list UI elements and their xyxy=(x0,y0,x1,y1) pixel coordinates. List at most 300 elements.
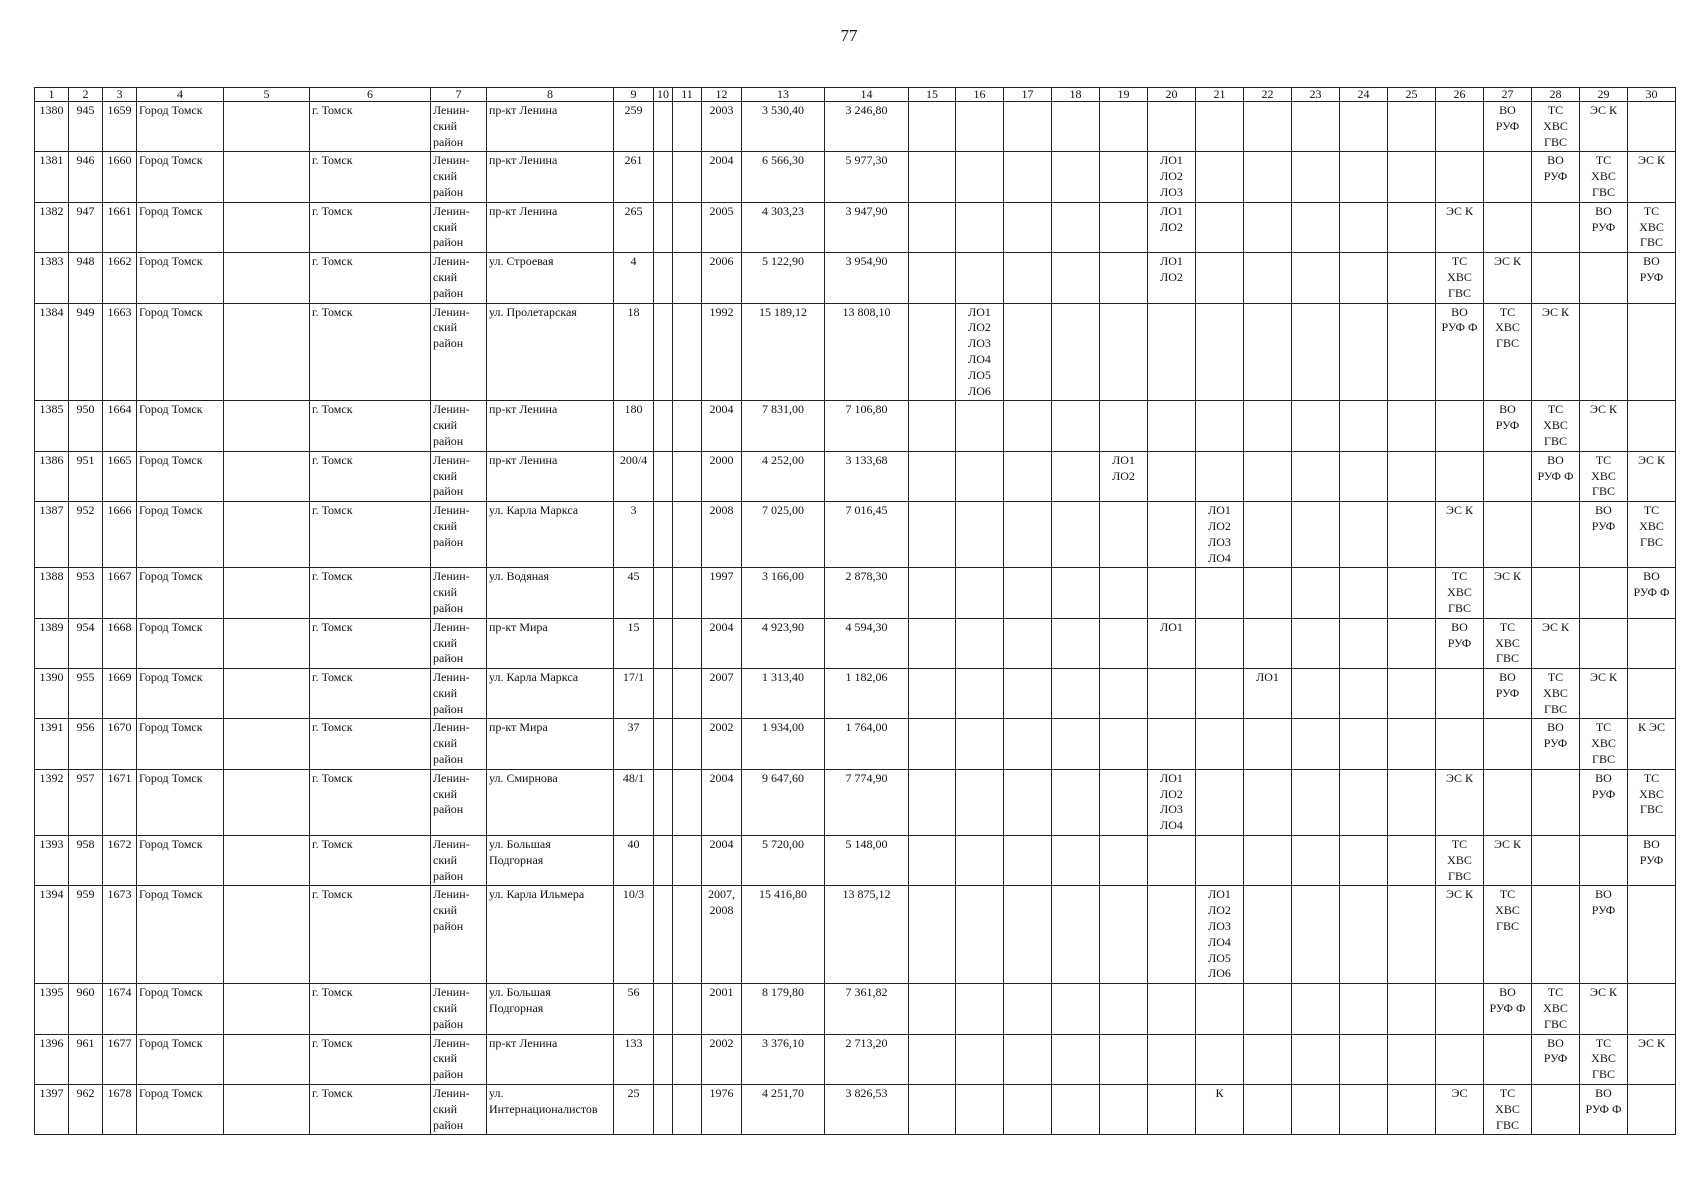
table-row xyxy=(35,836,1676,886)
table-row xyxy=(35,401,1676,451)
table-row xyxy=(35,102,1676,152)
cell-col-30 xyxy=(1628,1085,1676,1135)
cell-col-24 xyxy=(1340,303,1388,401)
cell-col-16 xyxy=(956,618,1004,668)
cell-col-4: Город Томск xyxy=(137,502,224,568)
cell-col-24 xyxy=(1340,669,1388,719)
cell-col-10 xyxy=(654,451,673,501)
cell-col-13: 4 303,23 xyxy=(742,202,825,252)
cell-col-27: ТС ХВС ГВС xyxy=(1484,1085,1532,1135)
cell-col-18 xyxy=(1052,669,1100,719)
cell-col-11 xyxy=(673,401,702,451)
cell-col-30 xyxy=(1628,886,1676,984)
cell-col-3: 1669 xyxy=(103,669,137,719)
cell-col-3: 1663 xyxy=(103,303,137,401)
cell-col-16 xyxy=(956,836,1004,886)
column-number-8: 8 xyxy=(487,88,614,102)
cell-col-24 xyxy=(1340,719,1388,769)
cell-col-24 xyxy=(1340,451,1388,501)
cell-col-23 xyxy=(1292,1085,1340,1135)
cell-col-1: 1386 xyxy=(35,451,69,501)
cell-col-7: Ленин- ский район xyxy=(431,1034,487,1084)
cell-col-14: 2 713,20 xyxy=(825,1034,909,1084)
cell-col-15 xyxy=(909,253,956,303)
cell-col-21: К xyxy=(1196,1085,1244,1135)
cell-col-27: ТС ХВС ГВС xyxy=(1484,618,1532,668)
cell-col-15 xyxy=(909,303,956,401)
cell-col-27: ВО РУФ xyxy=(1484,102,1532,152)
cell-col-15 xyxy=(909,451,956,501)
column-number-13: 13 xyxy=(742,88,825,102)
cell-col-5 xyxy=(224,1085,310,1135)
cell-col-26: ЭС xyxy=(1436,1085,1484,1135)
cell-col-15 xyxy=(909,401,956,451)
cell-col-24 xyxy=(1340,152,1388,202)
cell-col-8: ул. Карла Ильмера xyxy=(487,886,614,984)
cell-col-23 xyxy=(1292,401,1340,451)
cell-col-14: 13 875,12 xyxy=(825,886,909,984)
cell-col-20 xyxy=(1148,303,1196,401)
cell-col-30: ЭС К xyxy=(1628,1034,1676,1084)
cell-col-19 xyxy=(1100,618,1148,668)
cell-col-22 xyxy=(1244,886,1292,984)
cell-col-20: ЛО1 ЛО2 ЛО3 xyxy=(1148,152,1196,202)
cell-col-16 xyxy=(956,769,1004,835)
cell-col-19: ЛО1 ЛО2 xyxy=(1100,451,1148,501)
cell-col-18 xyxy=(1052,502,1100,568)
cell-col-25 xyxy=(1388,451,1436,501)
cell-col-3: 1667 xyxy=(103,568,137,618)
cell-col-22 xyxy=(1244,451,1292,501)
cell-col-23 xyxy=(1292,1034,1340,1084)
cell-col-5 xyxy=(224,769,310,835)
cell-col-10 xyxy=(654,618,673,668)
cell-col-27: ВО РУФ xyxy=(1484,669,1532,719)
cell-col-13: 3 166,00 xyxy=(742,568,825,618)
cell-col-5 xyxy=(224,618,310,668)
cell-col-4: Город Томск xyxy=(137,984,224,1034)
cell-col-3: 1672 xyxy=(103,836,137,886)
cell-col-6: г. Томск xyxy=(310,669,431,719)
cell-col-26: ЭС К xyxy=(1436,502,1484,568)
cell-col-29: ЭС К xyxy=(1580,102,1628,152)
cell-col-12: 1997 xyxy=(702,568,742,618)
cell-col-26: ЭС К xyxy=(1436,769,1484,835)
cell-col-28: ЭС К xyxy=(1532,303,1580,401)
cell-col-10 xyxy=(654,886,673,984)
cell-col-23 xyxy=(1292,669,1340,719)
cell-col-30: ЭС К xyxy=(1628,152,1676,202)
cell-col-18 xyxy=(1052,984,1100,1034)
cell-col-18 xyxy=(1052,253,1100,303)
cell-col-10 xyxy=(654,719,673,769)
column-number-12: 12 xyxy=(702,88,742,102)
cell-col-25 xyxy=(1388,401,1436,451)
cell-col-15 xyxy=(909,669,956,719)
cell-col-6: г. Томск xyxy=(310,769,431,835)
cell-col-13: 4 251,70 xyxy=(742,1085,825,1135)
cell-col-27 xyxy=(1484,502,1532,568)
cell-col-3: 1671 xyxy=(103,769,137,835)
cell-col-5 xyxy=(224,401,310,451)
cell-col-15 xyxy=(909,102,956,152)
column-number-10: 10 xyxy=(654,88,673,102)
cell-col-15 xyxy=(909,1085,956,1135)
cell-col-17 xyxy=(1004,152,1052,202)
cell-col-16 xyxy=(956,1034,1004,1084)
cell-col-22 xyxy=(1244,152,1292,202)
cell-col-12: 2001 xyxy=(702,984,742,1034)
column-number-28: 28 xyxy=(1532,88,1580,102)
cell-col-29: ТС ХВС ГВС xyxy=(1580,451,1628,501)
column-number-17: 17 xyxy=(1004,88,1052,102)
cell-col-30 xyxy=(1628,102,1676,152)
column-number-30: 30 xyxy=(1628,88,1676,102)
cell-col-4: Город Томск xyxy=(137,1034,224,1084)
cell-col-17 xyxy=(1004,618,1052,668)
cell-col-9: 200/4 xyxy=(614,451,654,501)
cell-col-11 xyxy=(673,202,702,252)
table-row xyxy=(35,202,1676,252)
cell-col-17 xyxy=(1004,1034,1052,1084)
cell-col-16 xyxy=(956,401,1004,451)
cell-col-24 xyxy=(1340,618,1388,668)
table-row xyxy=(35,984,1676,1034)
cell-col-27: ВО РУФ xyxy=(1484,401,1532,451)
cell-col-23 xyxy=(1292,502,1340,568)
cell-col-10 xyxy=(654,253,673,303)
cell-col-20 xyxy=(1148,1085,1196,1135)
cell-col-7: Ленин- ский район xyxy=(431,719,487,769)
cell-col-10 xyxy=(654,502,673,568)
cell-col-2: 952 xyxy=(69,502,103,568)
cell-col-1: 1396 xyxy=(35,1034,69,1084)
cell-col-10 xyxy=(654,984,673,1034)
column-number-6: 6 xyxy=(310,88,431,102)
table-row xyxy=(35,568,1676,618)
cell-col-8: ул. Водяная xyxy=(487,568,614,618)
table-row xyxy=(35,719,1676,769)
cell-col-18 xyxy=(1052,102,1100,152)
cell-col-10 xyxy=(654,769,673,835)
cell-col-29 xyxy=(1580,253,1628,303)
cell-col-25 xyxy=(1388,769,1436,835)
cell-col-4: Город Томск xyxy=(137,886,224,984)
cell-col-23 xyxy=(1292,303,1340,401)
cell-col-17 xyxy=(1004,1085,1052,1135)
cell-col-10 xyxy=(654,1034,673,1084)
column-number-5: 5 xyxy=(224,88,310,102)
cell-col-10 xyxy=(654,152,673,202)
cell-col-29 xyxy=(1580,836,1628,886)
cell-col-28: ВО РУФ xyxy=(1532,719,1580,769)
cell-col-25 xyxy=(1388,984,1436,1034)
cell-col-13: 15 416,80 xyxy=(742,886,825,984)
cell-col-25 xyxy=(1388,202,1436,252)
cell-col-3: 1660 xyxy=(103,152,137,202)
cell-col-20: ЛО1 xyxy=(1148,618,1196,668)
cell-col-17 xyxy=(1004,303,1052,401)
cell-col-6: г. Томск xyxy=(310,253,431,303)
cell-col-21 xyxy=(1196,1034,1244,1084)
cell-col-29: ВО РУФ xyxy=(1580,502,1628,568)
cell-col-16 xyxy=(956,568,1004,618)
cell-col-22 xyxy=(1244,102,1292,152)
cell-col-4: Город Томск xyxy=(137,1085,224,1135)
cell-col-19 xyxy=(1100,669,1148,719)
cell-col-19 xyxy=(1100,886,1148,984)
cell-col-12: 2006 xyxy=(702,253,742,303)
cell-col-24 xyxy=(1340,886,1388,984)
cell-col-15 xyxy=(909,886,956,984)
cell-col-25 xyxy=(1388,886,1436,984)
cell-col-5 xyxy=(224,719,310,769)
cell-col-12: 2002 xyxy=(702,719,742,769)
cell-col-6: г. Томск xyxy=(310,102,431,152)
cell-col-24 xyxy=(1340,102,1388,152)
column-number-9: 9 xyxy=(614,88,654,102)
cell-col-29: ВО РУФ Ф xyxy=(1580,1085,1628,1135)
column-number-1: 1 xyxy=(35,88,69,102)
cell-col-18 xyxy=(1052,886,1100,984)
cell-col-6: г. Томск xyxy=(310,836,431,886)
cell-col-11 xyxy=(673,253,702,303)
cell-col-27: ТС ХВС ГВС xyxy=(1484,303,1532,401)
cell-col-2: 946 xyxy=(69,152,103,202)
cell-col-7: Ленин- ский район xyxy=(431,152,487,202)
cell-col-10 xyxy=(654,568,673,618)
table-row xyxy=(35,1034,1676,1084)
cell-col-19 xyxy=(1100,502,1148,568)
cell-col-21 xyxy=(1196,253,1244,303)
cell-col-4: Город Томск xyxy=(137,769,224,835)
cell-col-20 xyxy=(1148,836,1196,886)
cell-col-30: ЭС К xyxy=(1628,451,1676,501)
cell-col-26: ТС ХВС ГВС xyxy=(1436,836,1484,886)
cell-col-8: пр-кт Ленина xyxy=(487,1034,614,1084)
cell-col-27 xyxy=(1484,719,1532,769)
cell-col-4: Город Томск xyxy=(137,568,224,618)
cell-col-5 xyxy=(224,451,310,501)
cell-col-21 xyxy=(1196,836,1244,886)
cell-col-16 xyxy=(956,669,1004,719)
cell-col-23 xyxy=(1292,253,1340,303)
cell-col-5 xyxy=(224,886,310,984)
cell-col-20 xyxy=(1148,669,1196,719)
cell-col-22 xyxy=(1244,568,1292,618)
cell-col-18 xyxy=(1052,1034,1100,1084)
cell-col-7: Ленин- ский район xyxy=(431,886,487,984)
cell-col-19 xyxy=(1100,202,1148,252)
cell-col-2: 959 xyxy=(69,886,103,984)
cell-col-27 xyxy=(1484,202,1532,252)
cell-col-26: ВО РУФ xyxy=(1436,618,1484,668)
column-number-row xyxy=(35,88,1676,102)
cell-col-14: 7 774,90 xyxy=(825,769,909,835)
cell-col-25 xyxy=(1388,152,1436,202)
cell-col-14: 5 977,30 xyxy=(825,152,909,202)
cell-col-21 xyxy=(1196,618,1244,668)
cell-col-30: К ЭС xyxy=(1628,719,1676,769)
cell-col-26 xyxy=(1436,669,1484,719)
cell-col-14: 7 106,80 xyxy=(825,401,909,451)
cell-col-16 xyxy=(956,253,1004,303)
cell-col-4: Город Томск xyxy=(137,719,224,769)
column-number-16: 16 xyxy=(956,88,1004,102)
column-number-11: 11 xyxy=(673,88,702,102)
cell-col-22 xyxy=(1244,253,1292,303)
column-number-14: 14 xyxy=(825,88,909,102)
cell-col-12: 2004 xyxy=(702,769,742,835)
cell-col-12: 1992 xyxy=(702,303,742,401)
page-number: 77 xyxy=(840,26,858,45)
cell-col-22 xyxy=(1244,1085,1292,1135)
cell-col-13: 9 647,60 xyxy=(742,769,825,835)
cell-col-20 xyxy=(1148,451,1196,501)
cell-col-9: 259 xyxy=(614,102,654,152)
column-number-19: 19 xyxy=(1100,88,1148,102)
cell-col-16 xyxy=(956,1085,1004,1135)
cell-col-2: 948 xyxy=(69,253,103,303)
cell-col-6: г. Томск xyxy=(310,719,431,769)
cell-col-29: ЭС К xyxy=(1580,401,1628,451)
cell-col-3: 1668 xyxy=(103,618,137,668)
cell-col-28: ТС ХВС ГВС xyxy=(1532,102,1580,152)
cell-col-6: г. Томск xyxy=(310,1085,431,1135)
cell-col-28: ВО РУФ xyxy=(1532,152,1580,202)
cell-col-17 xyxy=(1004,886,1052,984)
cell-col-13: 3 376,10 xyxy=(742,1034,825,1084)
cell-col-14: 7 361,82 xyxy=(825,984,909,1034)
cell-col-9: 133 xyxy=(614,1034,654,1084)
cell-col-30: ТС ХВС ГВС xyxy=(1628,769,1676,835)
cell-col-19 xyxy=(1100,1085,1148,1135)
cell-col-18 xyxy=(1052,303,1100,401)
cell-col-25 xyxy=(1388,102,1436,152)
cell-col-19 xyxy=(1100,984,1148,1034)
column-number-15: 15 xyxy=(909,88,956,102)
cell-col-23 xyxy=(1292,152,1340,202)
cell-col-8: ул. Строевая xyxy=(487,253,614,303)
cell-col-20 xyxy=(1148,568,1196,618)
cell-col-1: 1391 xyxy=(35,719,69,769)
cell-col-1: 1387 xyxy=(35,502,69,568)
cell-col-7: Ленин- ский район xyxy=(431,102,487,152)
cell-col-24 xyxy=(1340,984,1388,1034)
cell-col-3: 1674 xyxy=(103,984,137,1034)
cell-col-22 xyxy=(1244,1034,1292,1084)
cell-col-11 xyxy=(673,152,702,202)
cell-col-10 xyxy=(654,836,673,886)
cell-col-3: 1661 xyxy=(103,202,137,252)
cell-col-23 xyxy=(1292,886,1340,984)
cell-col-16 xyxy=(956,102,1004,152)
cell-col-30 xyxy=(1628,669,1676,719)
cell-col-15 xyxy=(909,719,956,769)
cell-col-19 xyxy=(1100,303,1148,401)
cell-col-11 xyxy=(673,568,702,618)
cell-col-11 xyxy=(673,1034,702,1084)
table-row xyxy=(35,502,1676,568)
cell-col-15 xyxy=(909,836,956,886)
cell-col-5 xyxy=(224,502,310,568)
cell-col-22 xyxy=(1244,836,1292,886)
cell-col-1: 1397 xyxy=(35,1085,69,1135)
cell-col-14: 13 808,10 xyxy=(825,303,909,401)
cell-col-26 xyxy=(1436,401,1484,451)
cell-col-2: 954 xyxy=(69,618,103,668)
cell-col-8: пр-кт Мира xyxy=(487,719,614,769)
cell-col-11 xyxy=(673,502,702,568)
cell-col-12: 2008 xyxy=(702,502,742,568)
table-row xyxy=(35,303,1676,401)
column-number-4: 4 xyxy=(137,88,224,102)
column-number-7: 7 xyxy=(431,88,487,102)
cell-col-6: г. Томск xyxy=(310,152,431,202)
cell-col-28 xyxy=(1532,886,1580,984)
cell-col-12: 2007 xyxy=(702,669,742,719)
table-row xyxy=(35,451,1676,501)
cell-col-13: 6 566,30 xyxy=(742,152,825,202)
cell-col-7: Ленин- ский район xyxy=(431,253,487,303)
cell-col-25 xyxy=(1388,502,1436,568)
cell-col-24 xyxy=(1340,568,1388,618)
cell-col-29: ВО РУФ xyxy=(1580,769,1628,835)
cell-col-9: 261 xyxy=(614,152,654,202)
cell-col-3: 1666 xyxy=(103,502,137,568)
cell-col-22 xyxy=(1244,618,1292,668)
cell-col-14: 7 016,45 xyxy=(825,502,909,568)
cell-col-12: 2003 xyxy=(702,102,742,152)
cell-col-11 xyxy=(673,769,702,835)
cell-col-26: ЭС К xyxy=(1436,202,1484,252)
cell-col-11 xyxy=(673,886,702,984)
cell-col-30 xyxy=(1628,618,1676,668)
cell-col-14: 4 594,30 xyxy=(825,618,909,668)
cell-col-7: Ленин- ский район xyxy=(431,984,487,1034)
cell-col-24 xyxy=(1340,202,1388,252)
cell-col-18 xyxy=(1052,401,1100,451)
cell-col-4: Город Томск xyxy=(137,451,224,501)
cell-col-12: 2004 xyxy=(702,618,742,668)
cell-col-14: 3 133,68 xyxy=(825,451,909,501)
cell-col-17 xyxy=(1004,719,1052,769)
cell-col-25 xyxy=(1388,618,1436,668)
cell-col-29: ТС ХВС ГВС xyxy=(1580,1034,1628,1084)
cell-col-3: 1677 xyxy=(103,1034,137,1084)
cell-col-17 xyxy=(1004,202,1052,252)
cell-col-7: Ленин- ский район xyxy=(431,769,487,835)
cell-col-2: 958 xyxy=(69,836,103,886)
cell-col-1: 1395 xyxy=(35,984,69,1034)
cell-col-17 xyxy=(1004,836,1052,886)
cell-col-15 xyxy=(909,502,956,568)
cell-col-6: г. Томск xyxy=(310,618,431,668)
cell-col-22 xyxy=(1244,502,1292,568)
cell-col-23 xyxy=(1292,451,1340,501)
cell-col-23 xyxy=(1292,836,1340,886)
cell-col-27 xyxy=(1484,769,1532,835)
column-number-2: 2 xyxy=(69,88,103,102)
cell-col-28 xyxy=(1532,568,1580,618)
cell-col-5 xyxy=(224,1034,310,1084)
cell-col-28 xyxy=(1532,502,1580,568)
cell-col-26 xyxy=(1436,719,1484,769)
cell-col-26: ТС ХВС ГВС xyxy=(1436,253,1484,303)
table-row xyxy=(35,669,1676,719)
cell-col-11 xyxy=(673,1085,702,1135)
cell-col-21 xyxy=(1196,102,1244,152)
